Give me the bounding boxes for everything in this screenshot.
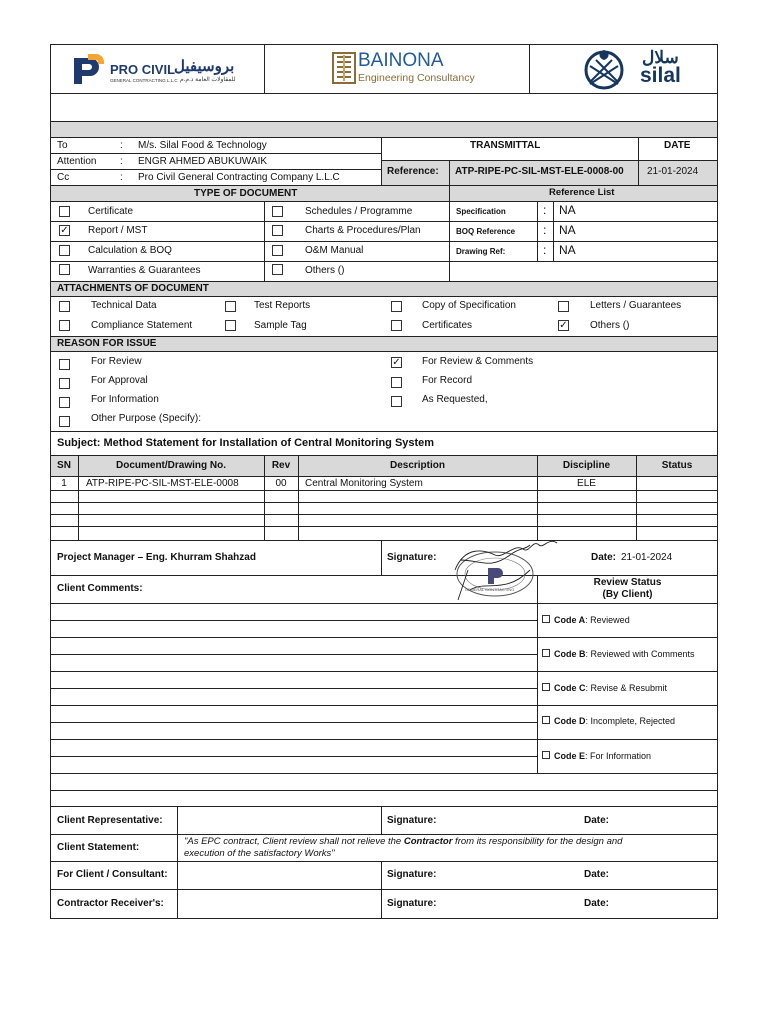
checkbox-code-a[interactable] bbox=[542, 615, 550, 623]
checkbox-charts[interactable] bbox=[272, 225, 283, 236]
checkbox-other-purpose[interactable] bbox=[59, 416, 70, 427]
cc-value: Pro Civil General Contracting Company L.L.C bbox=[138, 172, 340, 183]
bainona-logo bbox=[332, 50, 475, 88]
code-c-label: Code C: Revise & Resubmit bbox=[554, 683, 668, 693]
to-value: M/s. Silal Food & Technology bbox=[138, 140, 267, 151]
type-of-document-title: TYPE OF DOCUMENT bbox=[194, 188, 298, 199]
ref-boq-label: BOQ Reference bbox=[456, 227, 516, 236]
ref-drawing-label: Drawing Ref: bbox=[456, 247, 506, 256]
col-sn: SN bbox=[57, 460, 71, 471]
checkbox-others-type[interactable] bbox=[272, 264, 283, 275]
row-rev: 00 bbox=[275, 478, 287, 489]
checkbox-certificate[interactable] bbox=[59, 206, 70, 217]
contractor-signature: Signature: bbox=[387, 898, 437, 909]
attention-label: Attention bbox=[57, 156, 97, 167]
stamp-text: GENERAL CONTRACTING bbox=[465, 587, 515, 592]
ref-specification-colon: : bbox=[543, 203, 547, 217]
label-test-reports: Test Reports bbox=[254, 300, 311, 311]
procivil-sub: GENERAL CONTRACTING L.L.C bbox=[110, 78, 178, 83]
reference-label: Reference: bbox=[387, 166, 439, 177]
silal-logo bbox=[582, 46, 702, 92]
procivil-name-ar: بروسيفيل bbox=[174, 58, 235, 75]
ref-specification-value: NA bbox=[559, 203, 576, 217]
silal-name-ar: سلال bbox=[642, 48, 679, 67]
client-statement-label: Client Statement: bbox=[57, 842, 140, 853]
checkbox-sample-tag[interactable] bbox=[225, 320, 236, 331]
reference-value: ATP-RIPE-PC-SIL-MST-ELE-0008-00 bbox=[455, 166, 624, 177]
row-sn: 1 bbox=[61, 478, 67, 489]
ref-boq-colon: : bbox=[543, 223, 547, 237]
attention-value: ENGR AHMED ABUKUWAIK bbox=[138, 156, 268, 167]
label-for-review: For Review bbox=[91, 356, 142, 367]
manager-date-value: 21-01-2024 bbox=[621, 552, 673, 563]
label-report-mst: Report / MST bbox=[88, 225, 148, 236]
checkbox-om-manual[interactable] bbox=[272, 245, 283, 256]
attachments-title: ATTACHMENTS OF DOCUMENT bbox=[57, 283, 209, 294]
reference-list-title: Reference List bbox=[549, 187, 615, 198]
label-others-attachment: Others () bbox=[590, 320, 630, 331]
checkbox-schedules[interactable] bbox=[272, 206, 283, 217]
checkbox-copy-specification[interactable] bbox=[391, 301, 402, 312]
label-copy-specification: Copy of Specification bbox=[422, 300, 516, 311]
label-charts: Charts & Procedures/Plan bbox=[305, 225, 421, 236]
code-a-label: Code A: Reviewed bbox=[554, 615, 630, 625]
procivil-name: PRO CIVIL bbox=[110, 62, 176, 77]
code-b-label: Code B: Reviewed with Comments bbox=[554, 649, 695, 659]
checkbox-warranties[interactable] bbox=[59, 264, 70, 275]
for-client-date: Date: bbox=[584, 869, 610, 880]
date-title: DATE bbox=[664, 140, 691, 151]
label-letters-guarantees: Letters / Guarantees bbox=[590, 300, 682, 311]
checkbox-code-c[interactable] bbox=[542, 683, 550, 691]
contractor-date: Date: bbox=[584, 898, 610, 909]
ref-drawing-value: NA bbox=[559, 243, 576, 257]
col-description: Description bbox=[389, 460, 445, 471]
checkbox-for-review-comments[interactable]: ✓ bbox=[392, 357, 401, 368]
checkbox-code-d[interactable] bbox=[542, 716, 550, 724]
checkbox-for-information[interactable] bbox=[59, 397, 70, 408]
ref-boq-value: NA bbox=[559, 223, 576, 237]
to-colon: : bbox=[120, 140, 123, 151]
checkbox-for-record[interactable] bbox=[391, 377, 402, 388]
label-schedules: Schedules / Programme bbox=[305, 206, 413, 217]
checkbox-certificates[interactable] bbox=[391, 320, 402, 331]
checkbox-as-requested[interactable] bbox=[391, 396, 402, 407]
label-calculation-boq: Calculation & BOQ bbox=[88, 245, 172, 256]
client-rep-signature: Signature: bbox=[387, 815, 437, 826]
label-warranties: Warranties & Guarantees bbox=[88, 265, 201, 276]
transmittal-title: TRANSMITTAL bbox=[470, 140, 541, 151]
reason-title: REASON FOR ISSUE bbox=[57, 338, 157, 349]
to-label: To bbox=[57, 140, 68, 151]
procivil-logo bbox=[70, 52, 260, 88]
silal-name: silal bbox=[640, 64, 681, 87]
label-certificates: Certificates bbox=[422, 320, 473, 331]
checkbox-test-reports[interactable] bbox=[225, 301, 236, 312]
client-statement-text-2: execution of the satisfactory Works" bbox=[184, 848, 335, 859]
col-doc-no: Document/Drawing No. bbox=[115, 460, 226, 471]
review-status: Review Status bbox=[593, 577, 662, 588]
checkbox-report-mst[interactable]: ✓ bbox=[60, 225, 69, 236]
attention-colon: : bbox=[120, 156, 123, 167]
client-statement-text: "As EPC contract, Client review shall not relieve the Contractor from its responsibility for the design and bbox=[184, 836, 623, 847]
label-as-requested: As Requested, bbox=[422, 394, 488, 405]
subject: Subject: Method Statement for Installation of Central Monitoring System bbox=[57, 437, 435, 449]
label-for-record: For Record bbox=[422, 375, 473, 386]
label-compliance-statement: Compliance Statement bbox=[91, 320, 193, 331]
checkbox-compliance-statement[interactable] bbox=[59, 320, 70, 331]
row-description: Central Monitoring System bbox=[305, 478, 423, 489]
date-value: 21-01-2024 bbox=[647, 166, 699, 177]
cc-label: Cc bbox=[57, 172, 70, 183]
ref-specification-label: Specification bbox=[456, 207, 506, 216]
by-client: (By Client) bbox=[602, 589, 653, 600]
label-other-purpose: Other Purpose (Specify): bbox=[91, 413, 202, 424]
manager-signature-label: Signature: bbox=[387, 552, 437, 563]
bainona-name: BAINONA bbox=[358, 50, 444, 71]
checkbox-for-approval[interactable] bbox=[59, 378, 70, 389]
label-for-review-comments: For Review & Comments bbox=[422, 356, 534, 367]
label-technical-data: Technical Data bbox=[91, 300, 157, 311]
manager-date-label: Date: bbox=[591, 552, 617, 563]
row-discipline: ELE bbox=[577, 478, 596, 489]
label-others-type: Others () bbox=[305, 265, 345, 276]
bainona-sub: Engineering Consultancy bbox=[358, 72, 475, 84]
col-rev: Rev bbox=[271, 460, 291, 471]
label-om-manual: O&M Manual bbox=[305, 245, 364, 256]
label-for-information: For Information bbox=[91, 394, 159, 405]
checkbox-letters-guarantees[interactable] bbox=[558, 301, 569, 312]
project-manager: Project Manager – Eng. Khurram Shahzad bbox=[57, 552, 256, 563]
col-discipline: Discipline bbox=[562, 460, 611, 471]
for-client-signature: Signature: bbox=[387, 869, 437, 880]
code-d-label: Code D: Incomplete, Rejected bbox=[554, 716, 676, 726]
cc-colon: : bbox=[120, 172, 123, 183]
checkbox-code-e[interactable] bbox=[542, 751, 550, 759]
checkbox-others-attachment[interactable]: ✓ bbox=[559, 320, 568, 331]
label-for-approval: For Approval bbox=[91, 375, 148, 386]
label-certificate: Certificate bbox=[88, 206, 134, 217]
checkbox-technical-data[interactable] bbox=[59, 301, 70, 312]
client-rep-label: Client Representative: bbox=[57, 815, 163, 826]
label-sample-tag: Sample Tag bbox=[254, 320, 307, 331]
checkbox-calculation-boq[interactable] bbox=[59, 245, 70, 256]
checkbox-for-review[interactable] bbox=[59, 359, 70, 370]
procivil-sub-ar: للمقاولات العامة ذ.م.م bbox=[180, 77, 236, 83]
ref-drawing-colon: : bbox=[543, 243, 547, 257]
client-comments-label: Client Comments: bbox=[57, 583, 143, 594]
client-rep-date: Date: bbox=[584, 815, 610, 826]
for-client-label: For Client / Consultant: bbox=[57, 869, 168, 880]
checkbox-code-b[interactable] bbox=[542, 649, 550, 657]
code-e-label: Code E: For Information bbox=[554, 751, 652, 761]
col-status: Status bbox=[661, 460, 693, 471]
row-doc-no: ATP-RIPE-PC-SIL-MST-ELE-0008 bbox=[86, 478, 239, 489]
contractor-label: Contractor Receiver's: bbox=[57, 898, 164, 909]
